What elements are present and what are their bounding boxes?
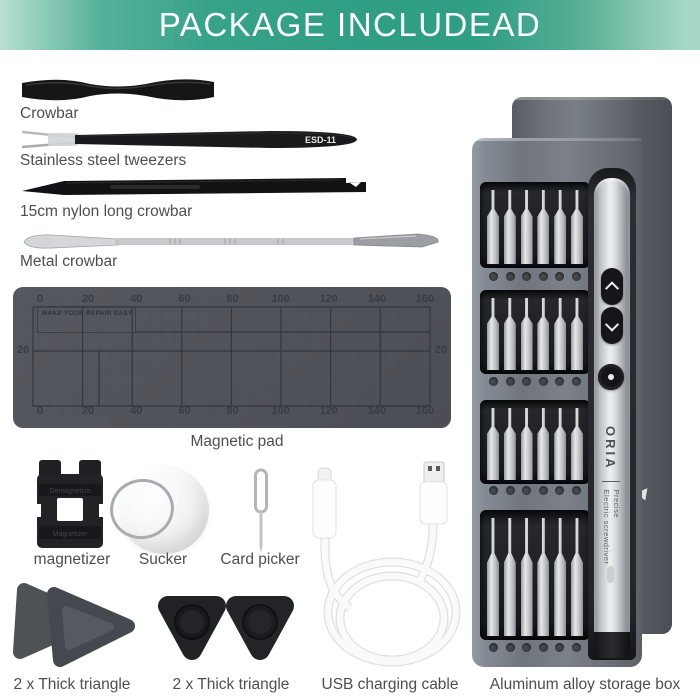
thick-triangle-gray-image (8, 578, 136, 670)
bit-tray (480, 400, 590, 484)
bit-hole (506, 486, 515, 495)
ruler-number: 80 (226, 293, 239, 305)
screwdriver-bit (504, 298, 516, 370)
screwdriver-bit (537, 190, 549, 264)
storage-box-label: Aluminum alloy storage box (489, 676, 681, 693)
sucker-ring (104, 473, 179, 545)
thick-triangle-black-image (152, 588, 300, 673)
bit-hole (572, 377, 581, 386)
screwdriver-bit (521, 298, 533, 370)
usb-c-connector (313, 480, 336, 538)
thick-triangle-gray-label: 2 x Thick triangle (13, 676, 131, 693)
crowbar-label: Crowbar (20, 105, 79, 122)
magnetic-pad-image (13, 287, 451, 428)
usb-a-metal (424, 462, 444, 484)
bit-hole (539, 377, 548, 386)
page-title: PACKAGE INCLUDEAD (158, 6, 542, 43)
bit-tray (480, 510, 590, 640)
chevron-up-icon (605, 281, 619, 295)
metal-crowbar-label: Metal crowbar (20, 253, 118, 270)
ruler-number: 0 (36, 405, 44, 417)
screwdriver-bit (554, 298, 566, 370)
metal-crowbar-image (20, 230, 442, 254)
crowbar-image (20, 76, 216, 104)
bit-hole (522, 272, 531, 281)
bit-holes-row (480, 643, 590, 653)
chevron-down-icon (605, 317, 619, 331)
screwdriver-bit (554, 190, 566, 264)
usb-cable-image (300, 452, 470, 674)
screwdriver-down-button (601, 307, 623, 344)
pad-slogan: MAKE YOUR REPAIR EASY (37, 306, 136, 333)
ruler-number: 140 (367, 405, 387, 417)
ruler-number: 20 (82, 293, 95, 305)
tweezers-marking-text: ESD-11 (305, 135, 337, 145)
bit-hole (522, 643, 531, 652)
ruler-number: 60 (178, 293, 191, 305)
bit-hole (539, 486, 548, 495)
pad-ruler-top (28, 293, 437, 305)
bit-hole (555, 486, 564, 495)
pen-line1: Precise (611, 489, 621, 519)
header-banner (0, 0, 700, 50)
screwdriver-bit (487, 408, 499, 480)
bit-hole (555, 377, 564, 386)
thick-triangle-black-label: 2 x Thick triangle (172, 676, 290, 693)
pad-ruler-bottom (28, 405, 437, 417)
ruler-number: 40 (130, 293, 143, 305)
screwdriver-bit (504, 190, 516, 264)
bit-tray (480, 290, 590, 374)
ruler-number: 100 (271, 293, 290, 305)
bit-hole (489, 486, 498, 495)
bit-hole (555, 272, 564, 281)
screwdriver-bit (504, 518, 516, 636)
screwdriver-bit (521, 408, 533, 480)
bit-hole (572, 272, 581, 281)
screwdriver-bit (571, 518, 583, 636)
bit-hole (572, 643, 581, 652)
usb-a-connector (420, 482, 447, 524)
tweezers-image (20, 128, 360, 152)
bit-hole (522, 486, 531, 495)
screwdriver-bit (571, 298, 583, 370)
pad-side-left: 20 (17, 344, 30, 356)
screwdriver-bit (537, 298, 549, 370)
card-picker-label: Card picker (220, 551, 300, 568)
tweezers-label: Stainless steel tweezers (20, 152, 187, 169)
ruler-number: 160 (415, 293, 435, 305)
screwdriver-bit (521, 190, 533, 264)
ruler-number: 120 (319, 293, 338, 305)
brand-text: ORIA (603, 426, 619, 471)
ruler-number: 120 (319, 405, 338, 417)
screwdriver-bit (487, 298, 499, 370)
nylon-crowbar-label: 15cm nylon long crowbar (20, 203, 193, 220)
ruler-number: 40 (130, 405, 143, 417)
pad-side-right: 20 (434, 344, 447, 356)
bit-hole (522, 377, 531, 386)
screwdriver-bit (554, 408, 566, 480)
bit-hole (555, 643, 564, 652)
bit-holes-row (480, 272, 590, 282)
bit-holes-row (480, 377, 590, 387)
nylon-crowbar-image (20, 176, 372, 202)
ruler-number: 100 (271, 405, 290, 417)
screwdriver-bit (571, 408, 583, 480)
magnetizer-bottom-text: Magnetizer (52, 531, 88, 538)
magnetic-pad-label: Magnetic pad (190, 433, 284, 450)
bit-hole (506, 377, 515, 386)
screwdriver-bit (521, 518, 533, 636)
ruler-number: 0 (36, 293, 44, 305)
ruler-number: 20 (82, 405, 95, 417)
bit-tray (480, 182, 590, 268)
screwdriver-branding (594, 370, 628, 590)
ruler-number: 60 (178, 405, 191, 417)
magnetizer-image (37, 458, 103, 550)
screwdriver-bit (487, 190, 499, 264)
bit-hole (539, 643, 548, 652)
screwdriver-bit (554, 518, 566, 636)
usb-cable-label: USB charging cable (321, 676, 459, 693)
bit-holes-row (480, 486, 590, 496)
bit-hole (489, 643, 498, 652)
screwdriver-up-button (601, 268, 623, 305)
screwdriver-bit (537, 518, 549, 636)
pen-line2: Electric screwdriver (602, 489, 611, 565)
ruler-number: 80 (226, 405, 239, 417)
bit-hole (506, 272, 515, 281)
screwdriver-bit (487, 518, 499, 636)
bit-hole (489, 377, 498, 386)
screwdriver-bit (571, 190, 583, 264)
screwdriver-indicator (607, 566, 614, 583)
storage-box-open (472, 138, 642, 667)
card-picker-image (250, 468, 272, 554)
bit-hole (539, 272, 548, 281)
screwdriver-bottom-cap (594, 632, 630, 658)
ruler-number: 140 (367, 293, 387, 305)
brand-divider (602, 481, 620, 482)
screwdriver-bit (504, 408, 516, 480)
sucker-image (119, 466, 209, 554)
bit-hole (489, 272, 498, 281)
bit-hole (572, 486, 581, 495)
ruler-number: 160 (415, 405, 435, 417)
screwdriver-bit (537, 408, 549, 480)
magnetizer-label: magnetizer (33, 551, 111, 568)
bit-hole (506, 643, 515, 652)
sucker-label: Sucker (138, 551, 188, 568)
magnetizer-top-text: Demagnetize (49, 488, 91, 495)
